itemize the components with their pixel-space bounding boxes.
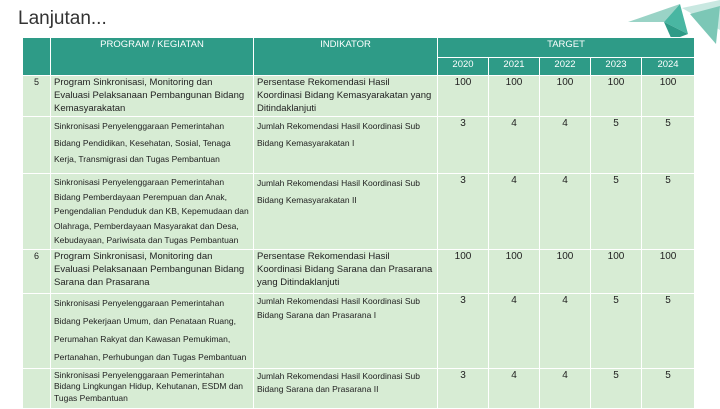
target-cell: 5: [591, 368, 642, 408]
target-cell: 5: [642, 174, 695, 250]
target-cell: 3: [438, 294, 489, 368]
table-row: [23, 76, 695, 117]
row-number: 5: [23, 76, 51, 117]
target-cell: 100: [540, 76, 591, 117]
indikator-cell: Persentase Rekomendasi Hasil Koordinasi Bidang Kemasyarakatan yang Ditindaklanjuti: [254, 76, 438, 117]
table-row: [23, 294, 695, 368]
indikator-cell: Jumlah Rekomendasi Hasil Koordinasi Sub Bidang Sarana dan Prasarana II: [254, 368, 438, 408]
page-title: Lanjutan...: [18, 8, 107, 29]
target-cell: 100: [642, 76, 695, 117]
program-cell: Sinkronisasi Penyelenggaraan Pemerintahan Bidang Pemberdayaan Perempuan dan Anak, Pengendalian Penduduk dan KB, Kepemudaan dan Olahraga, Pemberdayaan Masyarakat dan Desa, Kebudayaan, Pariwisata dan Tugas Pembantuan: [51, 174, 254, 250]
target-cell: 4: [489, 294, 540, 368]
target-cell: 5: [591, 174, 642, 250]
header-indikator: INDIKATOR: [254, 38, 438, 76]
indikator-cell: Jumlah Rekomendasi Hasil Koordinasi Sub Bidang Kemasyarakatan II: [254, 174, 438, 250]
target-cell: 5: [591, 294, 642, 368]
target-cell: 100: [591, 250, 642, 294]
header-year: 2020: [438, 58, 489, 76]
target-cell: 4: [540, 294, 591, 368]
target-cell: 100: [540, 250, 591, 294]
indikator-cell: Jumlah Rekomendasi Hasil Koordinasi Sub Bidang Kemasyarakatan I: [254, 117, 438, 174]
row-number: [23, 117, 51, 174]
header-year: 2021: [489, 58, 540, 76]
target-cell: 3: [438, 174, 489, 250]
program-cell: Program Sinkronisasi, Monitoring dan Evaluasi Pelaksanaan Pembangunan Bidang Sarana dan Prasarana: [51, 250, 254, 294]
target-cell: 5: [642, 294, 695, 368]
target-cell: 100: [489, 76, 540, 117]
target-cell: 100: [438, 250, 489, 294]
target-cell: 5: [642, 117, 695, 174]
header-target: TARGET: [438, 38, 695, 58]
target-cell: 3: [438, 117, 489, 174]
target-cell: 4: [489, 174, 540, 250]
target-cell: 100: [489, 250, 540, 294]
header-row: [23, 38, 695, 58]
target-cell: 100: [642, 250, 695, 294]
program-cell: Sinkronisasi Penyelenggaraan Pemerintahan Bidang Lingkungan Hidup, Kehutanan, ESDM dan Tugas Pembantuan: [51, 368, 254, 408]
header-year: 2024: [642, 58, 695, 76]
header-year: 2022: [540, 58, 591, 76]
header-program: PROGRAM / KEGIATAN: [51, 38, 254, 76]
target-cell: 100: [591, 76, 642, 117]
row-number: [23, 368, 51, 408]
target-cell: 4: [540, 368, 591, 408]
program-target-table: [22, 37, 695, 409]
target-cell: 100: [438, 76, 489, 117]
row-number: [23, 174, 51, 250]
indikator-cell: Persentase Rekomendasi Hasil Koordinasi Bidang Sarana dan Prasarana yang Ditindaklanjuti: [254, 250, 438, 294]
program-cell: Sinkronisasi Penyelenggaraan Pemerintahan Bidang Pekerjaan Umum, dan Penataan Ruang, Perumahan Rakyat dan Kawasan Pemukiman, Pertanahan, Perhubungan dan Tugas Pembantuan: [51, 294, 254, 368]
target-cell: 5: [591, 117, 642, 174]
indikator-cell: Jumlah Rekomendasi Hasil Koordinasi Sub Bidang Sarana dan Prasarana I: [254, 294, 438, 368]
header-year: 2023: [591, 58, 642, 76]
program-cell: Sinkronisasi Penyelenggaraan Pemerintahan Bidang Pendidikan, Kesehatan, Sosial, Tenaga Kerja, Transmigrasi dan Tugas Pembantuan: [51, 117, 254, 174]
table-row: [23, 174, 695, 250]
target-cell: 4: [540, 117, 591, 174]
header-no: [23, 38, 51, 76]
program-cell: Program Sinkronisasi, Monitoring dan Evaluasi Pelaksanaan Pembangunan Bidang Kemasyarakatan: [51, 76, 254, 117]
target-cell: 3: [438, 368, 489, 408]
table-row: [23, 117, 695, 174]
row-number: 6: [23, 250, 51, 294]
target-cell: 4: [489, 368, 540, 408]
table-row: [23, 368, 695, 408]
target-cell: 5: [642, 368, 695, 408]
table-row: [23, 250, 695, 294]
row-number: [23, 294, 51, 368]
target-cell: 4: [540, 174, 591, 250]
target-cell: 4: [489, 117, 540, 174]
